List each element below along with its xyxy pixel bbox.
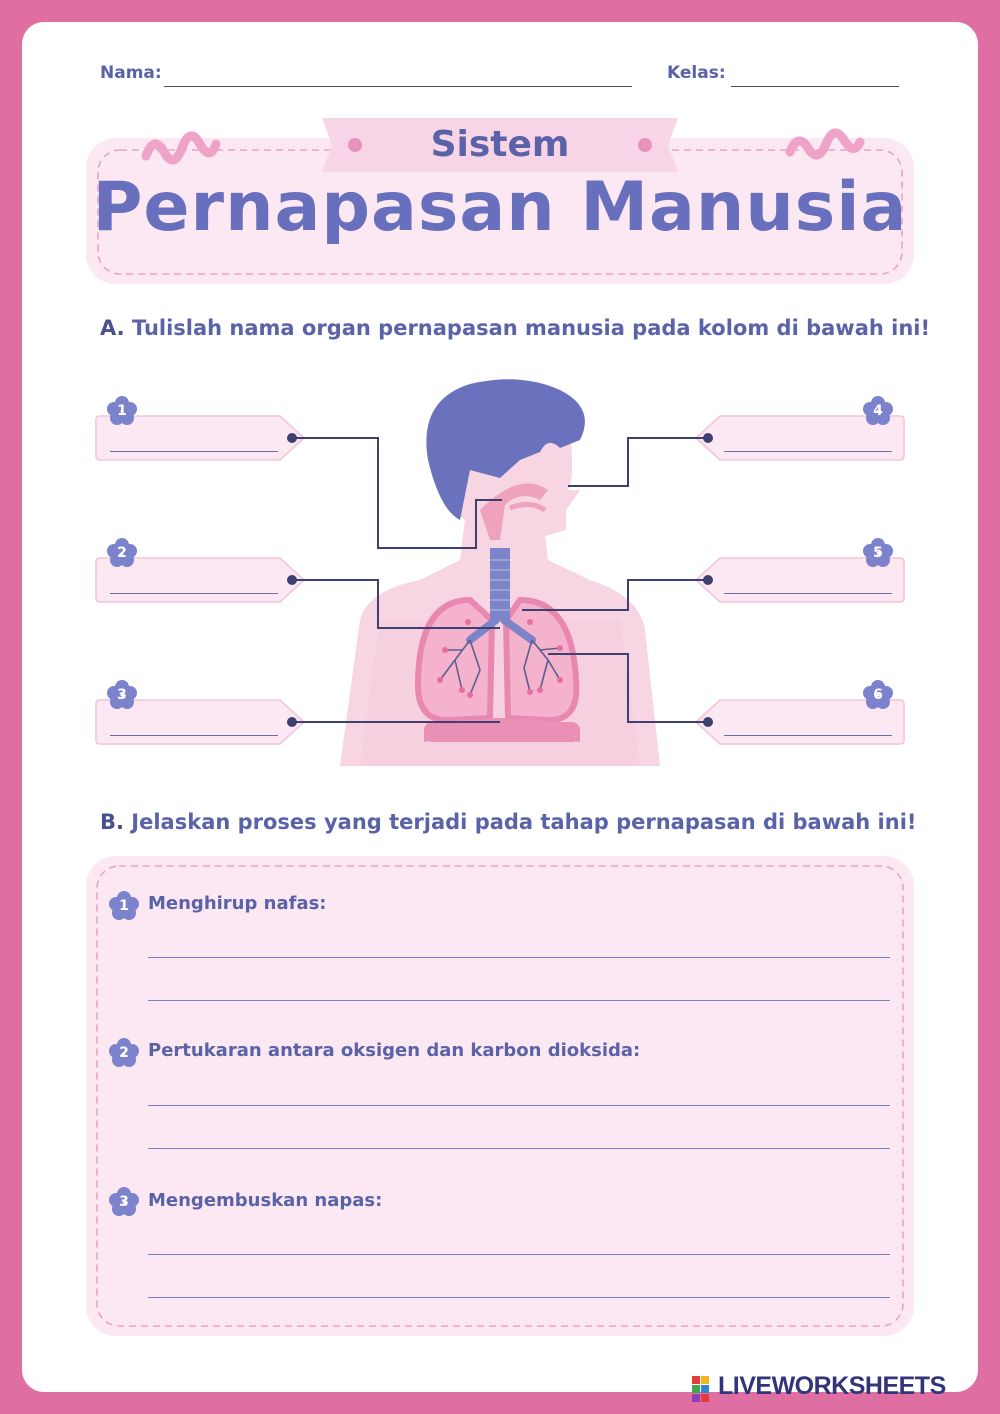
answer-line-exchange-2[interactable]	[148, 1148, 890, 1149]
badge-number-3: 3	[117, 687, 127, 703]
badge-number-6: 6	[873, 687, 883, 703]
answer-line-inhale-2[interactable]	[148, 1000, 890, 1001]
name-label: Nama:	[100, 63, 162, 83]
badge-number-1: 1	[117, 403, 127, 419]
liveworksheets-logo-icon	[692, 1376, 718, 1402]
badge-number-4: 4	[873, 403, 883, 419]
section-b-text: Jelaskan proses yang terjadi pada tahap pernapasan di bawah ini!	[131, 810, 917, 834]
answer-line-exhale-2[interactable]	[148, 1297, 890, 1298]
class-label: Kelas:	[667, 63, 726, 83]
item-label-exhale: Mengembuskan napas:	[148, 1190, 383, 1211]
section-b-letter: B.	[100, 810, 124, 834]
item-number-2: 2	[119, 1045, 129, 1061]
page-title: Pernapasan Manusia	[92, 168, 908, 247]
section-a-letter: A.	[100, 316, 125, 340]
answer-line-inhale-1[interactable]	[148, 957, 890, 958]
section-a-text: Tulislah nama organ pernapasan manusia pada kolom di bawah ini!	[131, 316, 931, 340]
liveworksheets-logo: LIVEWORKSHEETS	[718, 1372, 946, 1400]
item-number-3: 3	[119, 1194, 129, 1210]
item-label-inhale: Menghirup nafas:	[148, 893, 327, 914]
item-number-1: 1	[119, 898, 129, 914]
answer-line-exhale-1[interactable]	[148, 1254, 890, 1255]
title-subheading: Sistem	[430, 124, 570, 165]
badge-number-2: 2	[117, 545, 127, 561]
badge-number-5: 5	[873, 545, 883, 561]
answer-line-exchange-1[interactable]	[148, 1105, 890, 1106]
item-label-exchange: Pertukaran antara oksigen dan karbon dioksida:	[148, 1040, 641, 1061]
